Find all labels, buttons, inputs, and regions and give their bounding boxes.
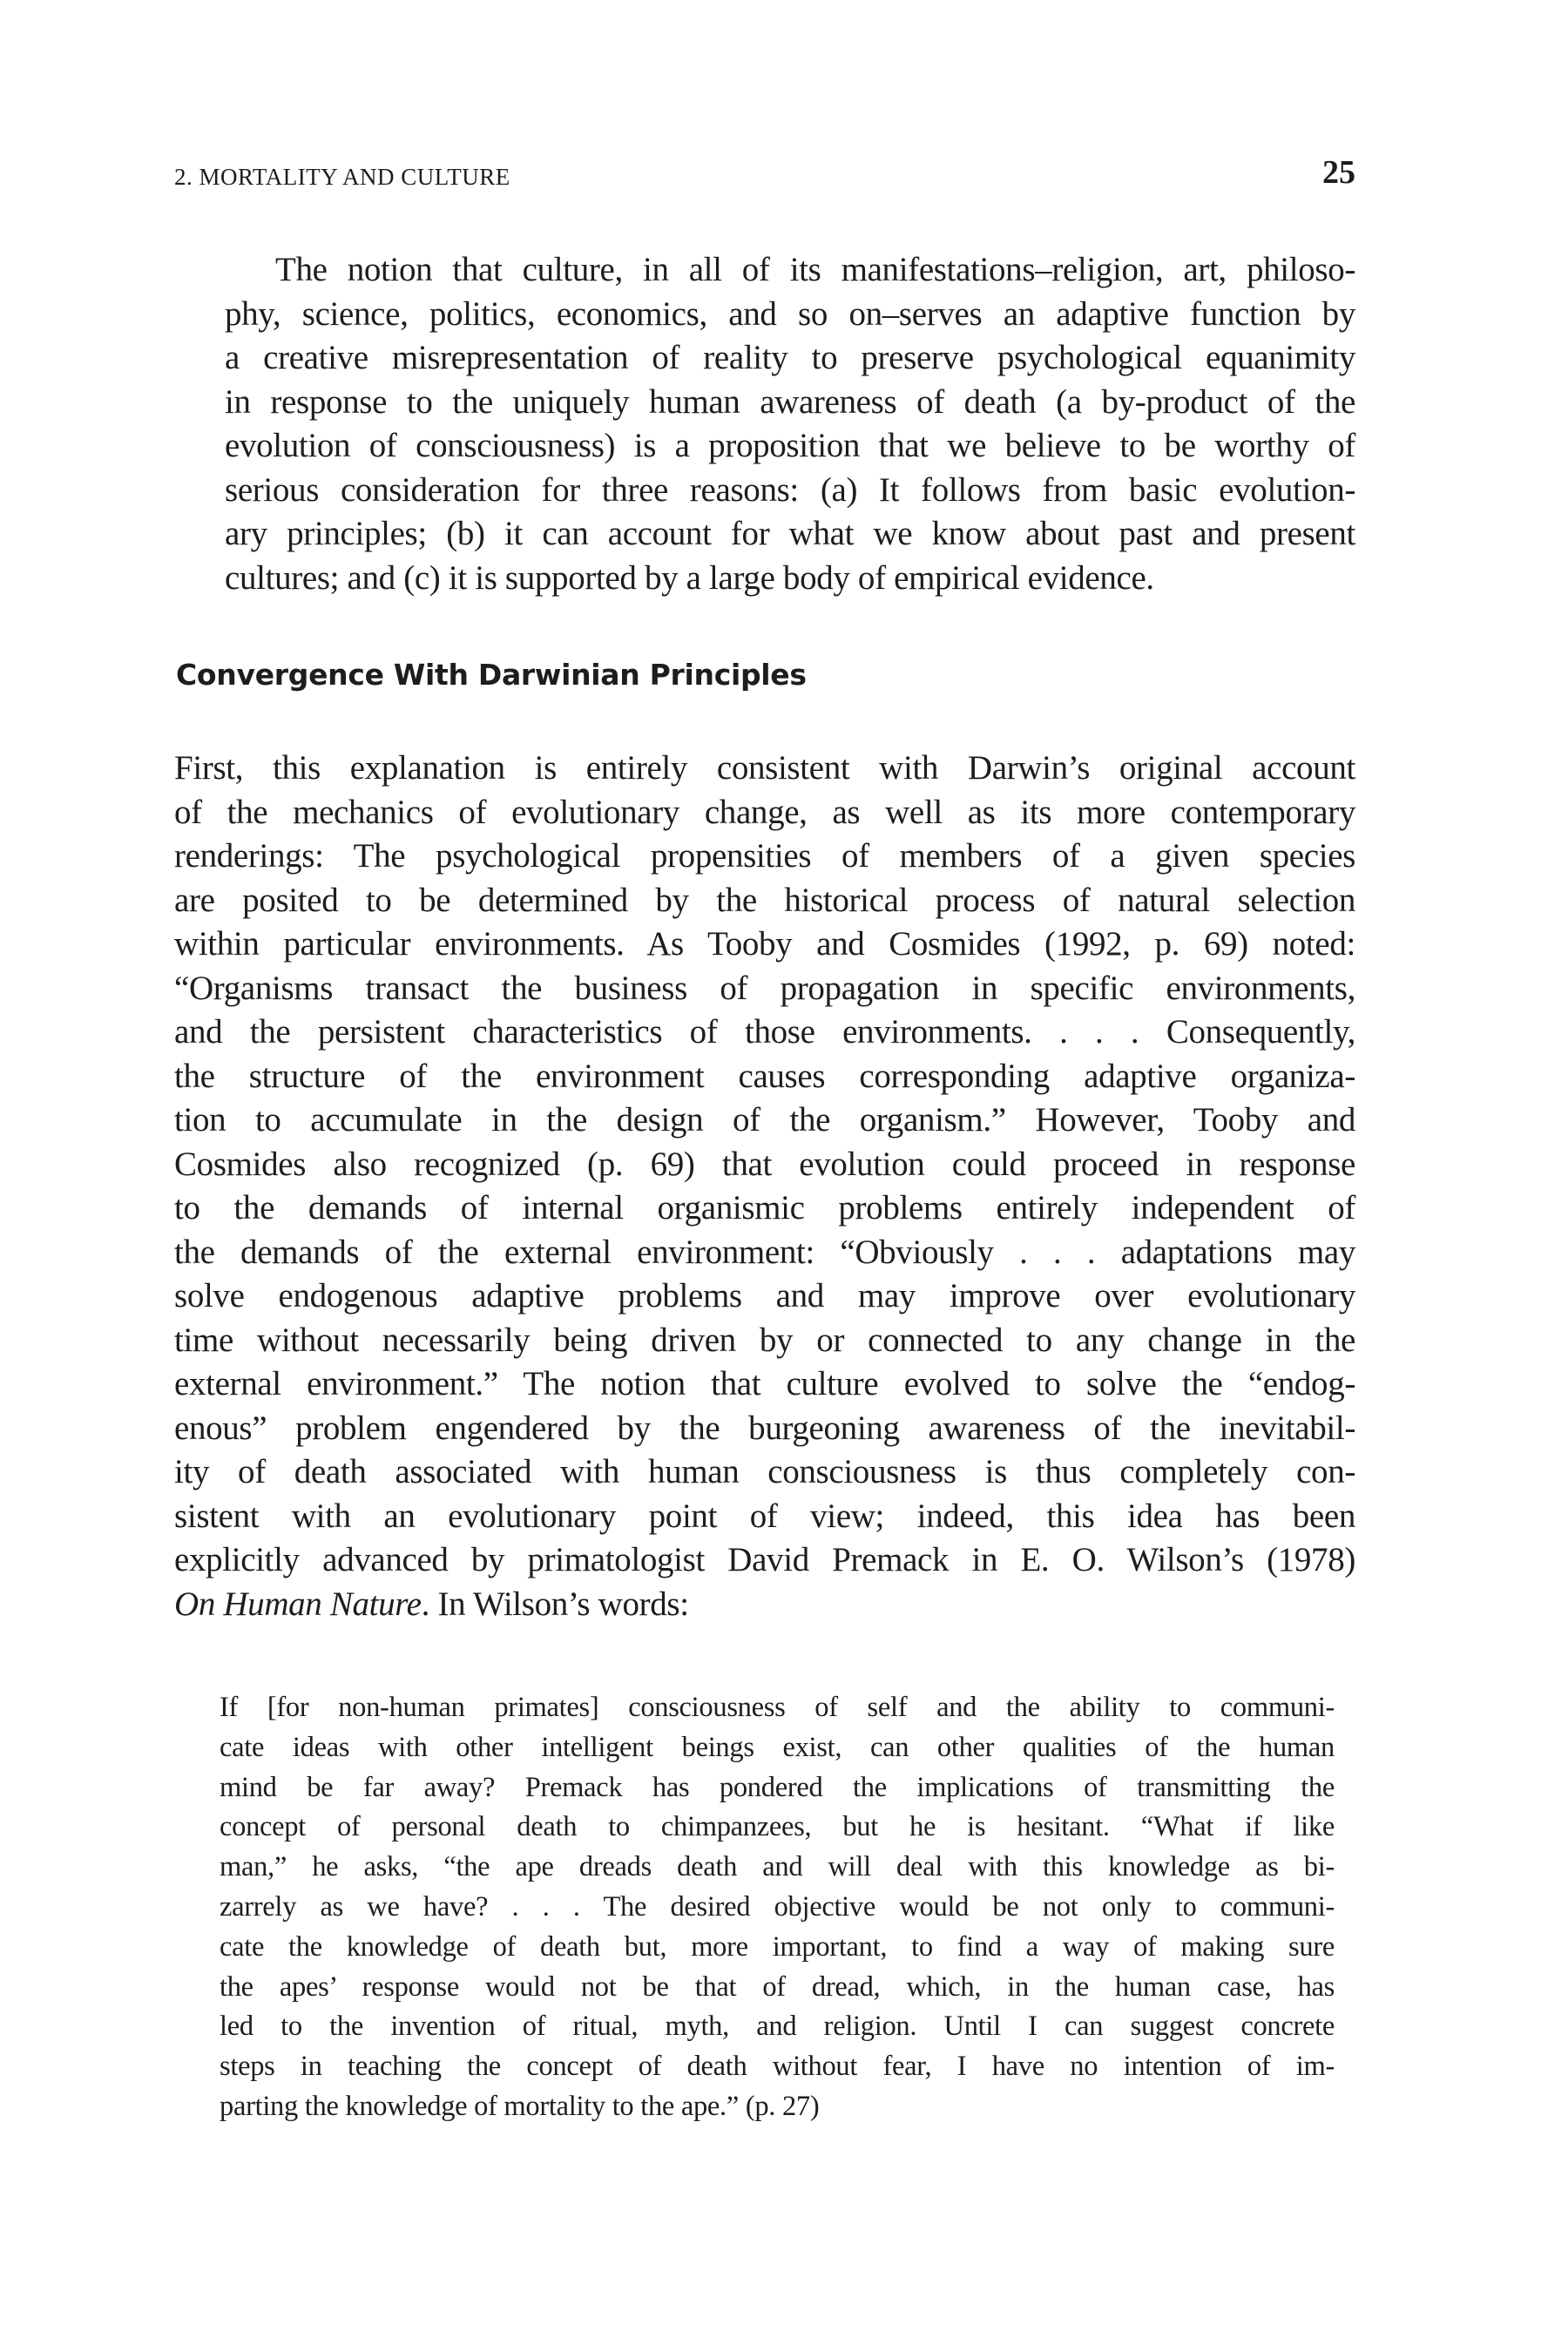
- text-line: enous” problem engendered by the burgeoning awareness of the inevitabil-: [174, 1409, 1355, 1447]
- quote-line: led to the invention of ritual, myth, and religion. Until I can suggest concrete: [220, 2011, 1335, 2043]
- running-head: [174, 153, 1355, 197]
- text-line: within particular environments. As Tooby and Cosmides (1992, p. 69) noted:: [174, 925, 1355, 963]
- text-line: serious consideration for three reasons: (a) It follows from basic evolution-: [225, 470, 1355, 509]
- section-heading: Convergence With Darwinian Principles: [176, 658, 807, 692]
- quote-line: parting the knowledge of mortality to the ape.” (p. 27): [220, 2090, 820, 2122]
- text-line: The notion that culture, in all of its manifestations–religion, art, philoso-: [275, 251, 1355, 288]
- quote-line: If [for non-human primates] consciousness of self and the ability to communi-: [220, 1692, 1335, 1723]
- quote-line: cate ideas with other intelligent beings exist, can other qualities of the human: [220, 1731, 1335, 1763]
- text-line: tion to accumulate in the design of the organism.” However, Tooby and: [174, 1101, 1355, 1139]
- text-line: First, this explanation is entirely consistent with Darwin’s original account: [174, 749, 1355, 787]
- text-fragment: . In Wilson’s words:: [421, 1585, 689, 1623]
- text-line: solve endogenous adaptive problems and may improve over evolutionary: [174, 1277, 1355, 1315]
- quote-line: steps in teaching the concept of death without fear, I have no intention of im-: [220, 2051, 1335, 2083]
- text-line: Cosmides also recognized (p. 69) that evolution could proceed in response: [174, 1145, 1355, 1183]
- text-line: and the persistent characteristics of those environments. . . . Consequently,: [174, 1013, 1355, 1051]
- page-number: 25: [1322, 154, 1355, 191]
- text-line: in response to the uniquely human awareness of death (a by-product of the: [225, 382, 1355, 421]
- text-line: a creative misrepresentation of reality to preserve psychological equanimity: [225, 339, 1355, 376]
- text-line: external environment.” The notion that culture evolved to solve the “endog-: [174, 1365, 1355, 1402]
- text-line: “Organisms transact the business of propagation in specific environments,: [174, 969, 1355, 1007]
- text-line: are posited to be determined by the historical process of natural selection: [174, 881, 1355, 919]
- text-line: the demands of the external environment: “Obviously . . . adaptations may: [174, 1233, 1355, 1271]
- text-line: to the demands of internal organismic problems entirely independent of: [174, 1189, 1355, 1227]
- text-line: cultures; and (c) it is supported by a large body of empirical evidence.: [225, 558, 1154, 597]
- text-line: of the mechanics of evolutionary change, as well as its more contemporary: [174, 793, 1355, 831]
- text-line: time without necessarily being driven by or connected to any change in the: [174, 1321, 1355, 1359]
- quote-line: concept of personal death to chimpanzees, but he is hesitant. “What if like: [220, 1811, 1335, 1843]
- text-line: [174, 1583, 1355, 1627]
- text-line: phy, science, politics, economics, and so on–serves an adaptive function by: [225, 294, 1355, 333]
- quote-line: the apes’ response would not be that of dread, which, in the human case, has: [220, 1970, 1335, 2003]
- darwinian-paragraph: [174, 747, 1355, 1626]
- text-line: explicitly advanced by primatologist David Premack in E. O. Wilson’s (1978): [174, 1541, 1355, 1578]
- block-quotation: [220, 1688, 1335, 2127]
- intro-paragraph: [174, 248, 1355, 600]
- quote-line: cate the knowledge of death but, more important, to find a way of making sure: [220, 1930, 1335, 1963]
- text-line: the structure of the environment causes corresponding adaptive organiza-: [174, 1057, 1355, 1095]
- quote-line: man,” he asks, “the ape dreads death and will deal with this knowledge as bi-: [220, 1851, 1335, 1883]
- text-line: ary principles; (b) it can account for what we know about past and present: [225, 515, 1355, 552]
- quote-line: mind be far away? Premack has pondered the implications of transmitting the: [220, 1771, 1335, 1803]
- text-line: ity of death associated with human consciousness is thus completely con-: [174, 1453, 1355, 1490]
- text-line: evolution of consciousness) is a proposition that we believe to be worthy of: [225, 427, 1355, 464]
- quote-line: zarrely as we have? . . . The desired objective would be not only to communi-: [220, 1890, 1335, 1923]
- text-line: renderings: The psychological propensities of members of a given species: [174, 837, 1355, 875]
- chapter-running-title: 2. MORTALITY AND CULTURE: [174, 164, 510, 190]
- text-line: sistent with an evolutionary point of view; indeed, this idea has been: [174, 1497, 1355, 1535]
- book-title-italic: On Human Nature: [174, 1585, 422, 1623]
